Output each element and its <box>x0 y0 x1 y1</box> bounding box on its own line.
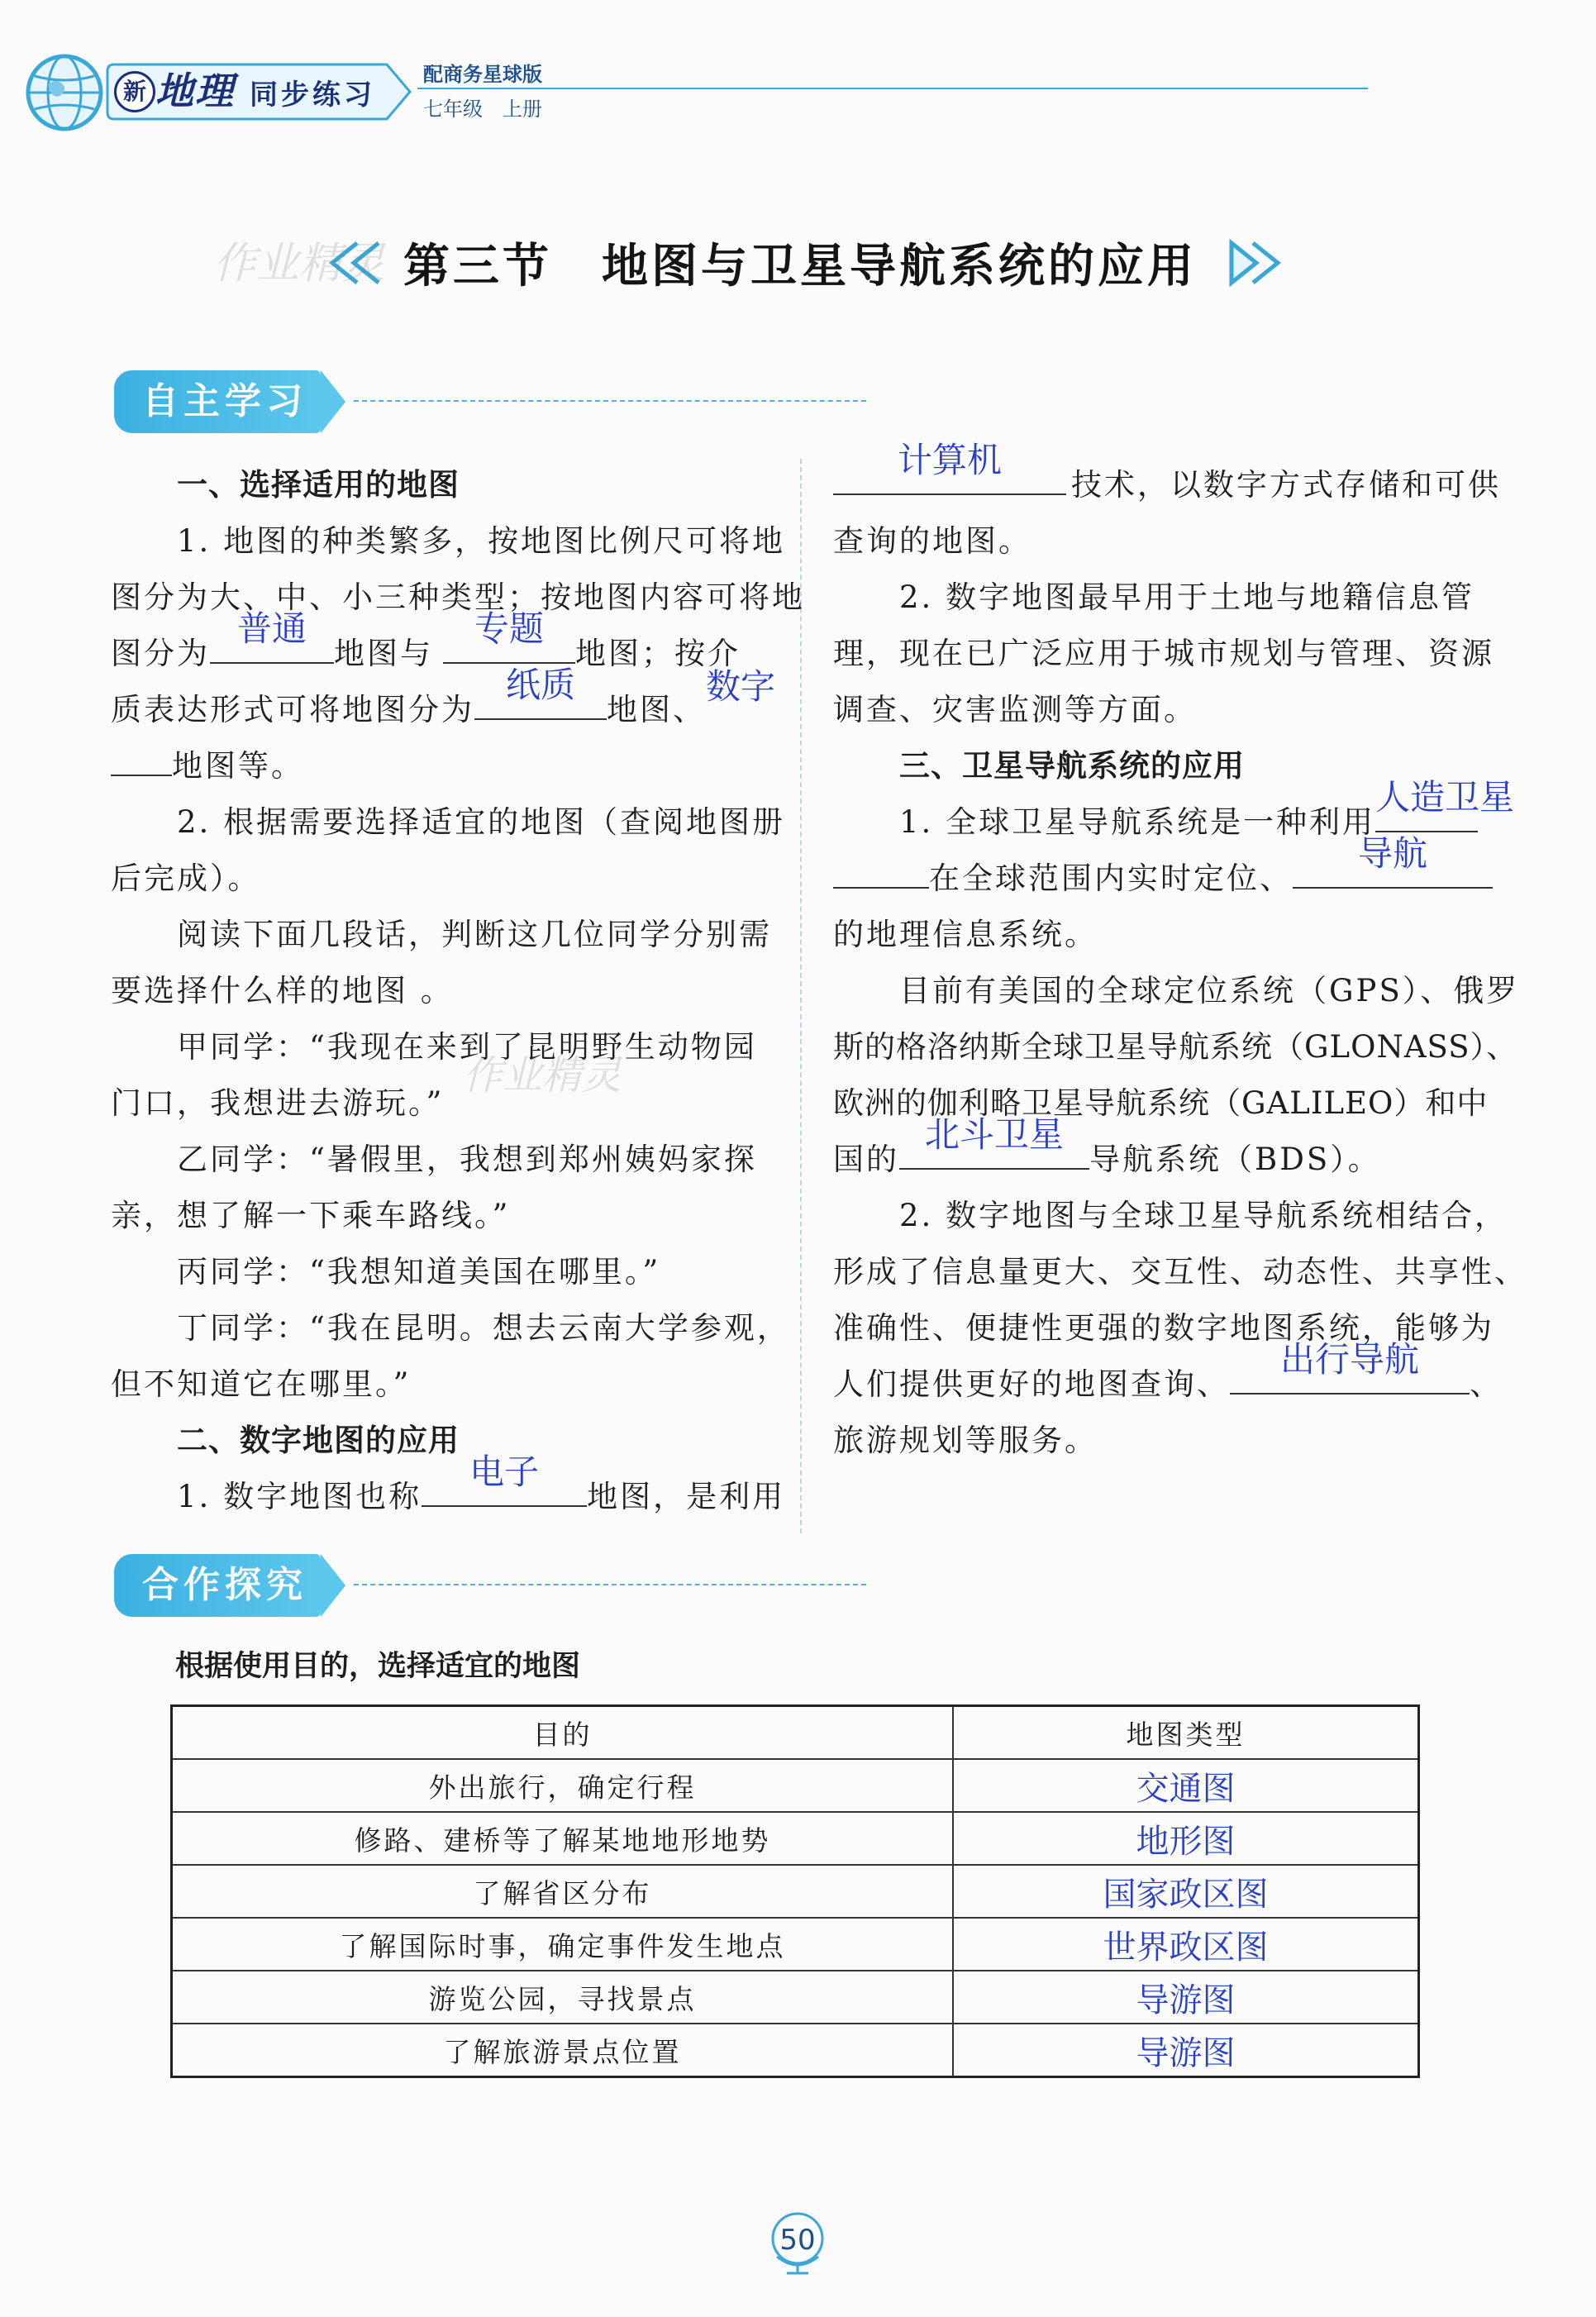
series-title-main: 地理 <box>155 69 235 113</box>
blank-chuxing[interactable] <box>1230 1339 1470 1394</box>
self-study-label <box>114 370 742 433</box>
table-row <box>172 1812 1419 1865</box>
ding-line1: 丁同学：“我在昆明。想去云南大学参观， <box>177 1310 790 1346</box>
yi-line2: 亲，想了解一下乘车路线。” <box>111 1198 511 1233</box>
r2-line: 查询的地图。 <box>833 523 1031 559</box>
blank-renzao-tail <box>833 851 929 889</box>
heading-satellite: 三、卫星导航系统的应用 <box>899 748 1245 784</box>
map-type-cell[interactable]: 交通图 <box>953 1759 1419 1812</box>
table-header-row <box>172 1706 1419 1760</box>
series-xin-icon: 新 <box>114 71 155 112</box>
watermark-top: 作业精灵 <box>213 239 386 288</box>
answer-daohang: 导航 <box>1357 833 1427 874</box>
purpose-cell: 游览公园，寻找景点 <box>172 1971 954 2024</box>
purpose-cell: 了解国际时事，确定事件发生地点 <box>172 1918 954 1971</box>
double-chevron-right-icon <box>1220 238 1286 288</box>
r5-line: 调查、灾害监测等方面。 <box>833 692 1197 727</box>
answer-chuxing: 出行导航 <box>1279 1339 1419 1380</box>
purpose-cell: 了解省区分布 <box>172 1865 954 1918</box>
r1-b: 技术，以数字方式存储和可供 <box>1071 467 1501 503</box>
heading-digital-map: 二、数字地图的应用 <box>177 1423 460 1458</box>
p1-line1: 1. 地图的种类繁多，按地图比例尺可将地 <box>177 523 786 559</box>
d1-a: 1. 数字地图也称 <box>177 1479 422 1514</box>
s6-line: 欧洲的伽利略卫星导航系统（GALILEO）和中 <box>833 1085 1489 1121</box>
purpose-cell: 外出旅行，确定行程 <box>172 1759 954 1812</box>
jia-line2: 门口，我想进去游玩。” <box>111 1085 445 1121</box>
p1-line4-a: 质表达形式可将地图分为 <box>111 692 474 727</box>
yi-line1: 乙同学：“暑假里，我想到郑州姨妈家探 <box>177 1142 757 1177</box>
purpose-cell: 修路、建桥等了解某地地形地势 <box>172 1812 954 1865</box>
s2-line <box>833 833 1527 907</box>
s2-b: 在全球范围内实时定位、 <box>929 861 1293 896</box>
table-caption: 根据使用目的，选择适宜的地图 <box>175 1650 581 1683</box>
watermark-mid: 作业精灵 <box>463 1052 622 1099</box>
answer-jisuanji: 计算机 <box>897 440 1002 480</box>
purpose-cell: 了解旅游景点位置 <box>172 2024 954 2077</box>
table-row <box>172 2024 1419 2077</box>
cooperation-label <box>114 1554 742 1617</box>
p1-line3 <box>111 608 805 682</box>
blank-beidou[interactable] <box>899 1114 1089 1170</box>
header-purpose: 目的 <box>172 1706 954 1760</box>
cooperation-chevron <box>321 1554 345 1617</box>
self-study-rule <box>354 400 866 402</box>
r4-line: 理，现在已广泛应用于城市规划与管理、资源 <box>833 636 1494 671</box>
edition-label: 配商务星球版 <box>423 63 542 86</box>
answer-putong: 普通 <box>236 608 307 649</box>
self-study-text: 自主学习 <box>142 380 307 422</box>
p3-line1: 阅读下面几段话，判断这几位同学分别需 <box>177 917 772 952</box>
map-purpose-table <box>170 1704 1420 2078</box>
blank-zhizhi[interactable] <box>474 665 607 720</box>
s7-line <box>833 1114 1527 1188</box>
ding-line2: 但不知道它在哪里。” <box>111 1366 412 1402</box>
p2-line1: 2. 根据需要选择适宜的地图（查阅地图册 <box>177 804 786 840</box>
p1-line2: 图分为大、中、小三种类型；按地图内容可将地 <box>111 579 805 615</box>
p1-line4 <box>111 665 805 738</box>
header-rule <box>417 88 1368 89</box>
s7-b: 导航系统（BDS）。 <box>1089 1142 1381 1177</box>
left-column <box>111 457 805 1525</box>
blank-shuzi-tail <box>111 738 172 776</box>
series-title-sub: 同步练习 <box>250 79 376 112</box>
bing-line: 丙同学：“我想知道美国在哪里。” <box>177 1254 661 1290</box>
t1-line: 2. 数字地图与全球卫星导航系统相结合， <box>899 1198 1508 1233</box>
blank-putong[interactable] <box>210 608 334 664</box>
s1-a: 1. 全球卫星导航系统是一种利用 <box>899 804 1376 840</box>
d1-b: 地图，是利用 <box>587 1479 786 1514</box>
s5-line: 斯的格洛纳斯全球卫星导航系统（GLONASS）、 <box>833 1029 1518 1065</box>
self-study-chevron <box>321 370 345 433</box>
blank-dianzi[interactable] <box>422 1452 587 1507</box>
map-type-cell[interactable]: 导游图 <box>953 2024 1419 2077</box>
globe-logo-icon <box>23 51 106 134</box>
map-type-cell[interactable]: 世界政区图 <box>953 1918 1419 1971</box>
t4-b: 、 <box>1470 1366 1503 1402</box>
page-number: 50 <box>779 2224 816 2257</box>
series-title <box>155 66 375 116</box>
answer-dianzi: 电子 <box>469 1452 540 1492</box>
grade-label: 七年级 上册 <box>423 98 542 121</box>
jia-line1: 甲同学：“我现在来到了昆明野生动物园 <box>177 1029 757 1065</box>
table-row <box>172 1759 1419 1812</box>
t3-line: 准确性、便捷性更强的数字地图系统，能够为 <box>833 1310 1494 1346</box>
p1-line4-b: 地图、 <box>607 692 706 727</box>
p3-line2: 要选择什么样的地图 。 <box>111 973 454 1008</box>
map-type-cell[interactable]: 地形图 <box>953 1812 1419 1865</box>
table-row <box>172 1971 1419 2024</box>
blank-shuzi[interactable] <box>706 666 776 720</box>
d1-line <box>111 1452 805 1525</box>
cooperation-rule <box>354 1584 866 1585</box>
t4-a: 人们提供更好的地图查询、 <box>833 1366 1230 1402</box>
p1-line5 <box>111 738 805 794</box>
section-title: 第三节 地图与卫星导航系统的应用 <box>403 240 1197 293</box>
header-map-type: 地图类型 <box>953 1706 1419 1760</box>
p1-line3-a: 图分为 <box>111 636 210 671</box>
answer-zhizhi: 纸质 <box>505 665 575 705</box>
p1-line5-text: 地图等。 <box>172 748 304 784</box>
t5-line: 旅游规划等服务。 <box>833 1423 1098 1458</box>
map-type-cell[interactable]: 导游图 <box>953 1971 1419 2024</box>
r1-line <box>833 440 1527 513</box>
answer-beidou: 北斗卫星 <box>924 1114 1064 1155</box>
r3-line: 2. 数字地图最早用于土地与地籍信息管 <box>899 579 1475 615</box>
table-row <box>172 1865 1419 1918</box>
map-type-cell[interactable]: 国家政区图 <box>953 1865 1419 1918</box>
blank-jisuanji[interactable] <box>833 440 1066 495</box>
s7-a: 国的 <box>833 1142 899 1177</box>
heading-choose-map: 一、选择适用的地图 <box>177 467 460 503</box>
cooperation-text: 合作探究 <box>142 1564 307 1606</box>
t4-line <box>833 1339 1527 1413</box>
p1-line3-b: 地图与 <box>334 636 433 671</box>
answer-shuzi: 数字 <box>706 666 776 707</box>
t2-line: 形成了信息量更大、交互性、动态性、共享性、 <box>833 1254 1527 1290</box>
answer-zhuanti: 专题 <box>474 608 544 649</box>
blank-daohang[interactable] <box>1293 833 1493 889</box>
p2-line2: 后完成）。 <box>111 861 261 896</box>
answer-renzao: 人造卫星 <box>1375 777 1515 818</box>
right-column <box>833 440 1527 1469</box>
s4-line: 目前有美国的全球定位系统（GPS）、俄罗 <box>899 973 1520 1008</box>
p1-line3-c: 地图；按介 <box>575 636 741 671</box>
s3-line: 的地理信息系统。 <box>833 917 1098 952</box>
table-row <box>172 1918 1419 1971</box>
